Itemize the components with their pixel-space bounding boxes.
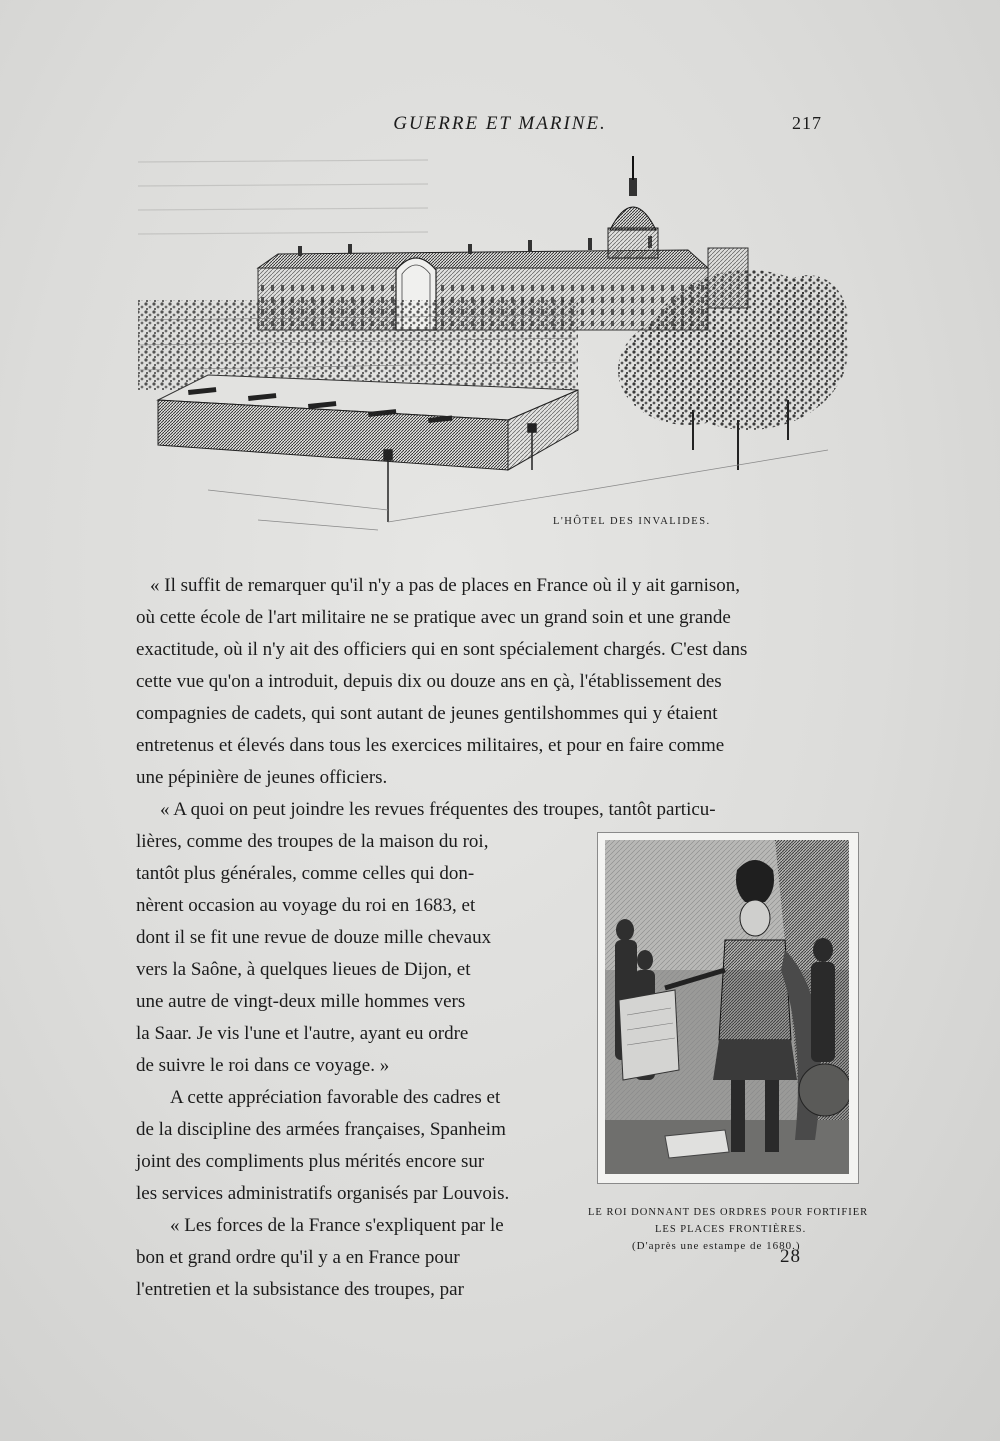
body-line: A cette appréciation favorable des cadres et bbox=[170, 1087, 501, 1108]
body-line: bon et grand ordre qu'il y a en France pour bbox=[136, 1247, 460, 1268]
body-line: lières, comme des troupes de la maison du roi, bbox=[136, 831, 489, 852]
body-line: nèrent occasion au voyage du roi en 1683, et bbox=[136, 895, 476, 916]
body-line: une pépinière de jeunes officiers. bbox=[136, 767, 388, 788]
body-line: « Les forces de la France s'expliquent par le bbox=[170, 1215, 504, 1236]
side-figure-caption-line2: LES PLACES FRONTIÈRES. bbox=[655, 1224, 807, 1235]
engraving-king-giving-orders-icon bbox=[605, 840, 849, 1174]
side-figure-caption-line1: LE ROI DONNANT DES ORDRES POUR FORTIFIER bbox=[588, 1207, 869, 1218]
body-line: entretenus et élevés dans tous les exercices militaires, et pour en faire comme bbox=[136, 735, 725, 756]
body-line: de la discipline des armées françaises, Spanheim bbox=[136, 1119, 506, 1140]
engraving-hotel-des-invalides-icon bbox=[128, 150, 848, 542]
signature-mark: 28 bbox=[780, 1246, 801, 1267]
body-line: de suivre le roi dans ce voyage. » bbox=[136, 1055, 390, 1076]
body-line: joint des compliments plus mérités encore sur bbox=[136, 1151, 485, 1172]
body-line: où cette école de l'art militaire ne se pratique avec un grand soin et une grande bbox=[136, 607, 731, 628]
side-figure-caption-line3: (D'après une estampe de 1680.) bbox=[632, 1240, 801, 1252]
body-line: cette vue qu'on a introduit, depuis dix ou douze ans en çà, l'établissement des bbox=[136, 671, 722, 692]
body-line: les services administratifs organisés par Louvois. bbox=[136, 1183, 510, 1204]
body-line: exactitude, où il n'y ait des officiers qui en sont spécialement chargés. C'est dans bbox=[136, 639, 748, 660]
body-line: dont il se fit une revue de douze mille chevaux bbox=[136, 927, 492, 948]
body-line: tantôt plus générales, comme celles qui don- bbox=[136, 863, 475, 884]
running-title: GUERRE ET MARINE. bbox=[393, 113, 607, 134]
body-line: « Il suffit de remarquer qu'il n'y a pas de places en France où il y ait garnison, bbox=[150, 575, 741, 596]
body-line: vers la Saône, à quelques lieues de Dijon, et bbox=[136, 959, 471, 980]
figure-caption-top: L'HÔTEL DES INVALIDES. bbox=[553, 516, 711, 527]
page-number: 217 bbox=[792, 113, 822, 133]
body-line: compagnies de cadets, qui sont autant de jeunes gentilshommes qui y étaient bbox=[136, 703, 718, 724]
body-line: « A quoi on peut joindre les revues fréquentes des troupes, tantôt particu- bbox=[160, 799, 716, 820]
side-plate-frame bbox=[597, 832, 859, 1184]
body-line: la Saar. Je vis l'une et l'autre, ayant eu ordre bbox=[136, 1023, 469, 1044]
body-line: une autre de vingt-deux mille hommes vers bbox=[136, 991, 466, 1012]
body-line: l'entretien et la subsistance des troupes, par bbox=[136, 1279, 464, 1300]
